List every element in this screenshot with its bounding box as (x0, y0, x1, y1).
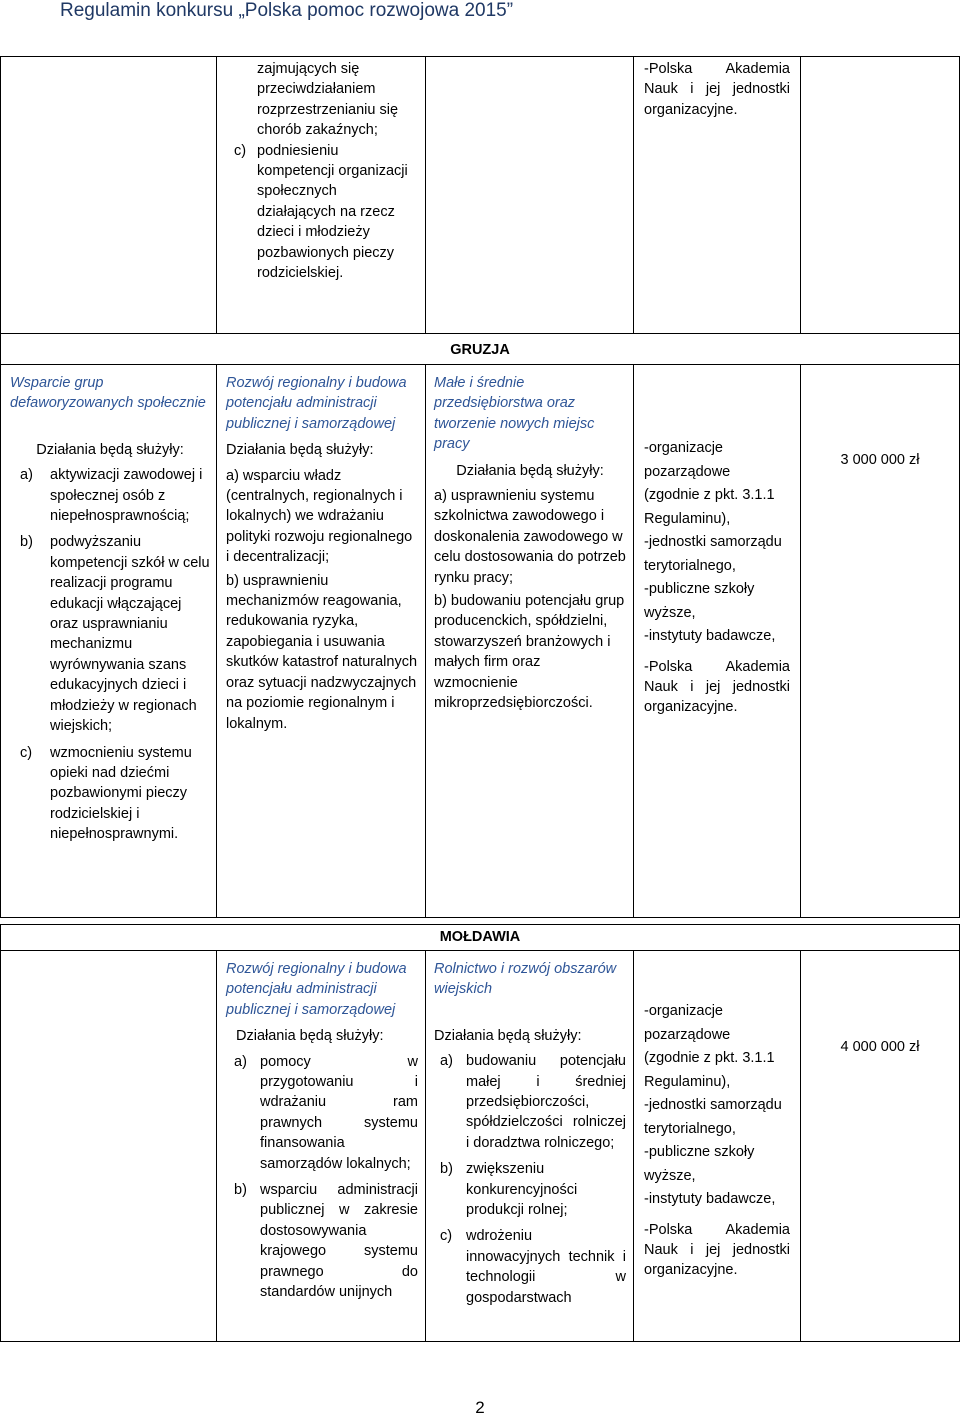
top-institution-text: -Polska Akademia Nauk i jej jednostki organizacyjne. (644, 61, 790, 118)
list-item-text: wsparciu administracji publicznej w zakresie dostosowywania krajowego systemu prawnego do standardów unijnych (260, 1182, 418, 1301)
top-objectives-list (234, 59, 414, 283)
entity-line: -jednostki samorządu terytorialnego, (644, 1097, 782, 1137)
list-item (226, 1052, 418, 1174)
gruzja-eligible-entities (644, 437, 790, 718)
list-marker: a) (20, 467, 33, 484)
list-marker: c) (20, 744, 33, 761)
list-marker: b) (20, 534, 33, 551)
list-item-text: wzmocnieniu systemu opieki nad dziećmi pozbawionymi pieczy rodzicielskiej i niepełnosprawnymi. (50, 744, 192, 843)
list-marker: a) (440, 1053, 453, 1070)
page-number: 2 (475, 1398, 485, 1417)
entity-line: -Polska Akademia Nauk i jej jednostki organizacyjne. (644, 658, 790, 716)
list-item-text: pomocy w przygotowaniu i wdrażaniu ram prawnych systemu finansowania samorządów lokalnych; (260, 1053, 418, 1172)
gruzja-area-3 (434, 373, 626, 714)
list-item (434, 1051, 626, 1153)
entity-line: -organizacje pozarządowe (644, 440, 731, 480)
entity-line: (zgodnie z pkt. 3.1.1 Regulaminu), (644, 1050, 775, 1090)
entity-line: -publiczne szkoły wyższe, (644, 581, 755, 621)
moldawia-area-1 (226, 959, 418, 1303)
actions-intro: Działania będą służyły: (226, 442, 374, 459)
entity-line: -Polska Akademia Nauk i jej jednostki organizacyjne. (644, 1221, 790, 1279)
list-item (10, 743, 210, 845)
list-item-text: aktywizacji zawodowej i społecznej osób z niepełnosprawnością; (50, 467, 203, 525)
moldawia-amount: 4 000 000 zł (840, 1039, 920, 1055)
priority-area-title: Rozwój regionalny i budowa potencjału administracji publicznej i samorządowej (226, 375, 407, 432)
list-item (226, 1180, 418, 1302)
list-item-text: podniesieniu kompetencji organizacji społecznych działających na rzecz dzieci i młodzieży pozbawionych pieczy rodzicielskiej. (257, 142, 408, 282)
entity-line: -jednostki samorządu terytorialnego, (644, 534, 782, 574)
list-item (234, 141, 414, 284)
list-item (434, 1226, 626, 1308)
list-marker: a) (234, 1053, 247, 1070)
list-item-text: podwyższaniu kompetencji szkół w celu realizacji programu edukacji włączającej oraz usprawnianiu mechanizmu wyrównywania szans edukacyjnych dzieci i młodzieży w regionach wiejskich; (50, 534, 210, 735)
entity-line: -instytuty badawcze, (644, 628, 776, 644)
list-item-text: wdrożeniu innowacyjnych technik i technologii w gospodarstwach (466, 1228, 626, 1306)
list-item: zajmujących się przeciwdziałaniem rozprzestrzenianiu się chorób zakaźnych; (257, 61, 399, 139)
list-item (434, 1159, 626, 1220)
entity-line: -instytuty badawcze, (644, 1191, 776, 1207)
entity-line: -organizacje pozarządowe (644, 1003, 731, 1043)
actions-intro: Działania będą służyły: (434, 1027, 582, 1044)
document-header: Regulamin konkursu „Polska pomoc rozwojowa 2015” (60, 0, 514, 21)
priority-area-title: Wsparcie grup defaworyzowanych społecznie (10, 375, 206, 412)
action-paragraph: b) usprawnieniu mechanizmów reagowania, redukowania ryzyka, zapobiegania i usuwania skutków katastrof naturalnych oraz sytuacji nadzwyczajnych na poziomie regionalnym i lokalnym. (226, 572, 418, 732)
list-marker: c) (234, 142, 247, 159)
actions-intro: Działania będą służyły: (236, 1028, 384, 1045)
priority-area-title: Rolnictwo i rozwój obszarów wiejskich (434, 961, 617, 998)
country-heading-moldawia: MOŁDAWIA (439, 929, 521, 945)
list-item (10, 532, 210, 736)
gruzja-area-1 (10, 373, 210, 845)
gruzja-amount: 3 000 000 zł (840, 452, 920, 468)
list-marker: c) (440, 1228, 453, 1245)
gruzja-area-2 (226, 373, 418, 734)
moldawia-area-2 (434, 959, 626, 1308)
priority-area-title: Rozwój regionalny i budowa potencjału administracji publicznej i samorządowej (226, 961, 407, 1018)
country-heading-gruzja: GRUZJA (450, 342, 510, 358)
action-paragraph: b) budowaniu potencjału grup producenckich, spółdzielni, stowarzyszeń branżowych i małych firm oraz wzmocnienie mikroprzedsiębiorczości. (434, 593, 625, 712)
list-marker: b) (440, 1161, 453, 1178)
list-item-text: zwiększeniu konkurencyjności produkcji rolnej; (466, 1161, 578, 1219)
entity-line: -publiczne szkoły wyższe, (644, 1144, 755, 1184)
list-marker: b) (234, 1182, 247, 1199)
entity-line: (zgodnie z pkt. 3.1.1 Regulaminu), (644, 487, 775, 527)
list-item-text: budowaniu potencjału małej i średniej przedsiębiorczości, spółdzielczości rolniczej i doradztwa rolniczego; (466, 1053, 626, 1151)
list-item (10, 465, 210, 526)
actions-intro: Działania będą służyły: (36, 441, 184, 458)
priority-area-title: Małe i średnie przedsiębiorstwa oraz tworzenie nowych miejsc pracy (434, 375, 595, 453)
actions-intro: Działania będą służyły: (456, 462, 604, 479)
moldawia-eligible-entities (644, 1000, 790, 1281)
action-paragraph: a) wsparciu władz (centralnych, regionalnych i lokalnych) we wdrażaniu polityki rozwoju regionalnego i decentralizacji; (226, 467, 413, 566)
action-paragraph: a) usprawnieniu systemu szkolnictwa zawodowego i doskonalenia zawodowego w celu dostosowania do potrzeb rynku pracy; (434, 488, 626, 586)
